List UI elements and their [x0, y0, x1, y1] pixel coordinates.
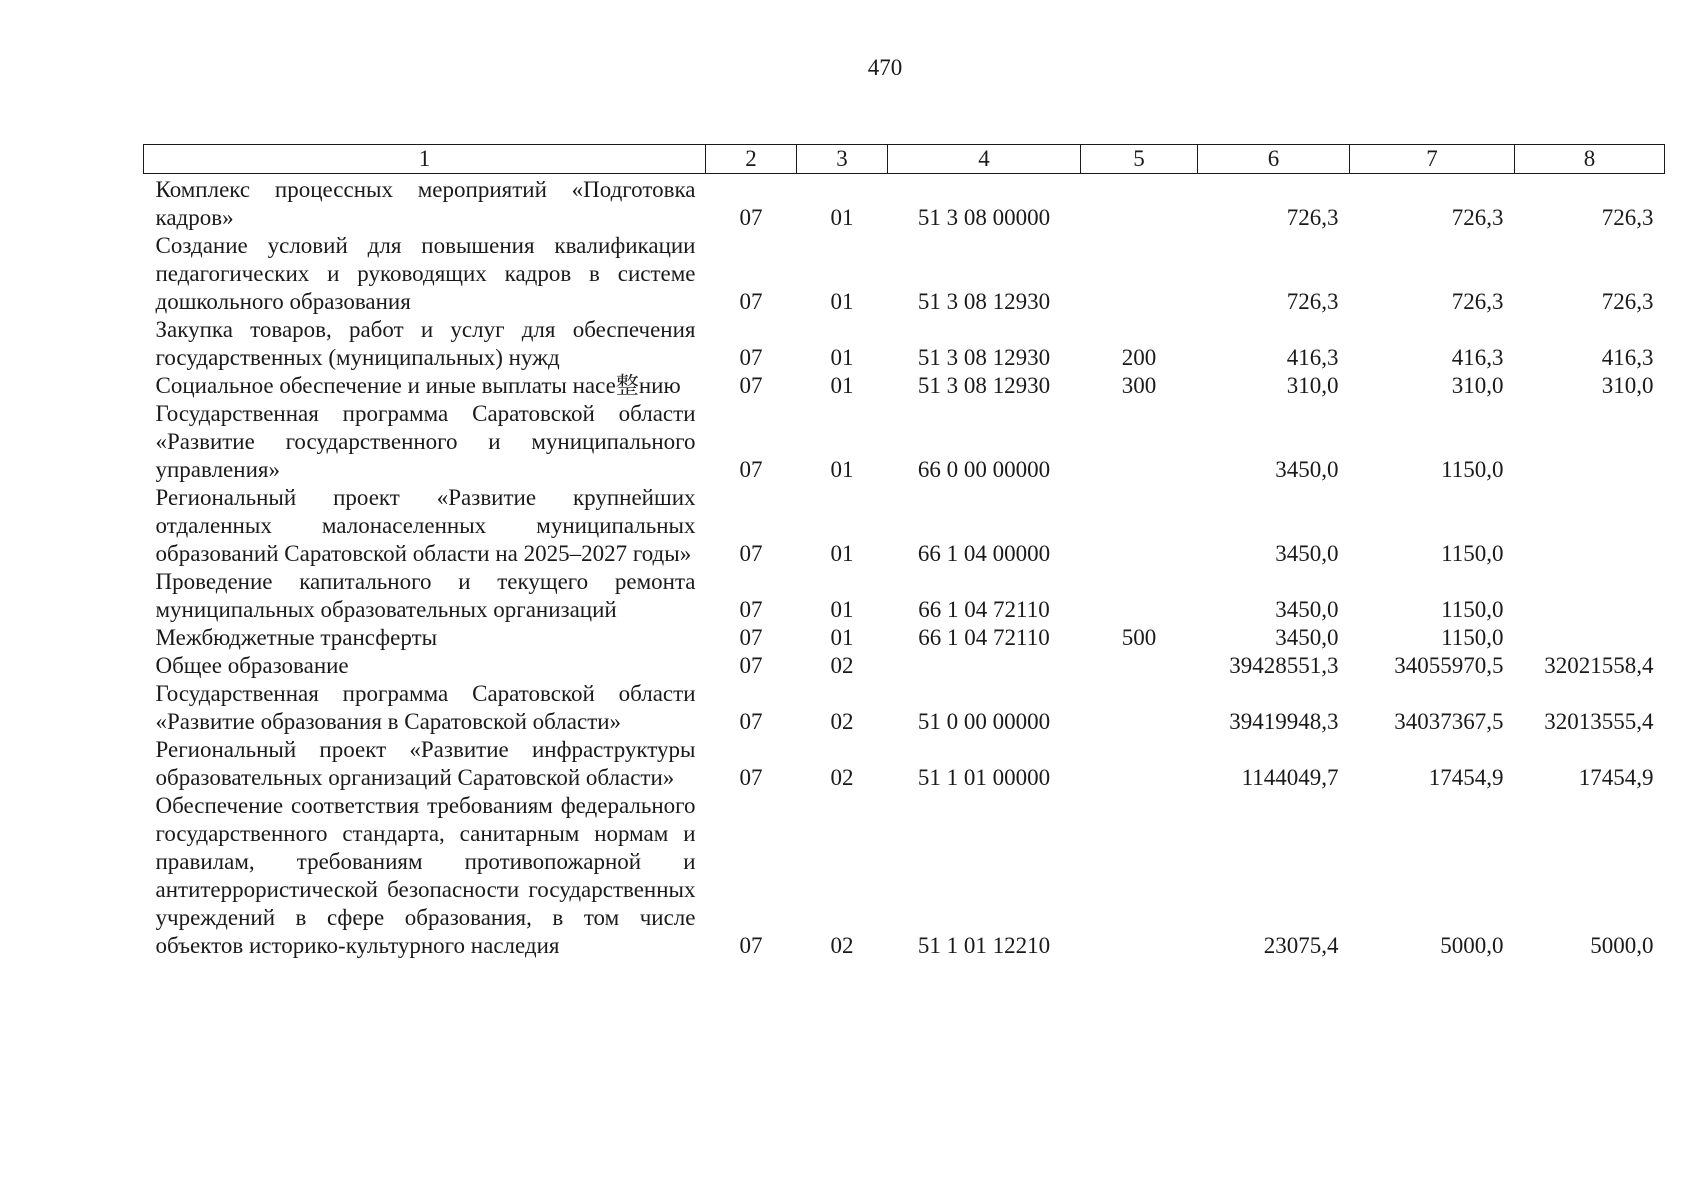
row-target-article: 51 3 08 12930: [917, 345, 1051, 370]
row-amount-col6: 416,3: [1286, 345, 1339, 370]
row-expense-type: [1081, 400, 1198, 484]
row-amount-col6: 23075,4: [1263, 933, 1339, 958]
budget-table: [143, 144, 1665, 960]
table-row: [144, 652, 1665, 680]
row-target-article: 51 0 00 00000: [917, 709, 1051, 734]
row-section: 07: [739, 597, 763, 622]
row-expense-type: [1081, 652, 1198, 680]
row-amount-col7: 416,3: [1451, 345, 1504, 370]
row-subsection: 01: [830, 625, 854, 650]
row-subsection: 01: [830, 541, 854, 566]
row-amount-col7: 17454,9: [1428, 765, 1504, 790]
row-amount-col6: 310,0: [1286, 373, 1339, 398]
row-amount-col6: 3450,0: [1275, 597, 1339, 622]
row-expense-type: [1081, 484, 1198, 568]
row-section: 07: [739, 765, 763, 790]
row-section: 07: [739, 289, 763, 314]
table-row: [144, 736, 1665, 792]
row-amount-col7: 1150,0: [1441, 541, 1504, 566]
row-amount-col7: 1150,0: [1441, 625, 1504, 650]
row-expense-type: [1081, 680, 1198, 736]
row-section: 07: [739, 709, 763, 734]
row-section: 07: [739, 933, 763, 958]
row-name: Обеспечение соответствия требованиям федерального государственного стандарта, санитарным нормам и правилам, требованиям противопожарной и антитеррористической безопасности государственных учреждений в сфере образования, в том числе объектов историко-культурного наследия: [155, 793, 696, 958]
row-expense-type: 200: [1121, 345, 1157, 370]
row-expense-type: [1081, 232, 1198, 316]
row-amount-col7: 310,0: [1451, 373, 1504, 398]
row-name: Государственная программа Саратовской области «Развитие образования в Саратовской области»: [155, 681, 696, 734]
table-body: [144, 174, 1665, 961]
row-amount-col7: 5000,0: [1440, 933, 1504, 958]
row-amount-col6: 3450,0: [1275, 541, 1339, 566]
row-name: Комплекс процессных мероприятий «Подготовка кадров»: [155, 177, 696, 230]
row-target-article: 66 1 04 72110: [918, 597, 1050, 622]
row-subsection: 01: [830, 597, 854, 622]
row-amount-col8: 32021558,4: [1544, 653, 1654, 678]
row-subsection: 02: [830, 709, 854, 734]
row-section: 07: [739, 541, 763, 566]
table-row: [144, 372, 1665, 400]
table-header: [144, 145, 1665, 174]
row-name: Межбюджетные трансферты: [155, 625, 438, 650]
row-name: Региональный проект «Развитие крупнейших отдаленных малонаселенных муниципальных образований Саратовской области на 2025–2027 годы»: [155, 485, 696, 566]
row-expense-type: 300: [1121, 373, 1157, 398]
row-target-article: 66 1 04 00000: [917, 541, 1051, 566]
row-expense-type: [1081, 736, 1198, 792]
row-amount-col8: 726,3: [1601, 205, 1654, 230]
row-target-article: 66 1 04 72110: [918, 625, 1050, 650]
table-row: [144, 624, 1665, 652]
table-row: [144, 174, 1665, 233]
header-cell-2: 2: [706, 145, 797, 174]
row-amount-col6: 1144049,7: [1241, 765, 1339, 790]
row-amount-col7: 34037367,5: [1394, 709, 1504, 734]
header-row: [144, 145, 1665, 174]
row-expense-type: 500: [1121, 625, 1157, 650]
row-name: Социальное обеспечение и иные выплаты насе整нию: [155, 373, 681, 398]
row-amount-col8: 32013555,4: [1544, 709, 1654, 734]
header-cell-5: 5: [1081, 145, 1198, 174]
header-cell-4: 4: [888, 145, 1081, 174]
table-row: [144, 316, 1665, 372]
row-target-article: [888, 652, 1081, 680]
row-amount-col7: 1150,0: [1441, 457, 1504, 482]
row-amount-col8: [1515, 624, 1665, 652]
row-subsection: 01: [830, 289, 854, 314]
row-subsection: 01: [830, 205, 854, 230]
row-section: 07: [739, 345, 763, 370]
header-cell-3: 3: [797, 145, 888, 174]
table-row: [144, 680, 1665, 736]
row-amount-col7: 726,3: [1451, 289, 1504, 314]
row-name: Создание условий для повышения квалификации педагогических и руководящих кадров в системе дошкольного образования: [155, 233, 696, 314]
row-target-article: 66 0 00 00000: [917, 457, 1051, 482]
row-subsection: 01: [830, 457, 854, 482]
row-amount-col8: 416,3: [1601, 345, 1654, 370]
header-cell-1: 1: [144, 145, 706, 174]
row-subsection: 02: [830, 933, 854, 958]
row-amount-col6: 3450,0: [1275, 625, 1339, 650]
row-expense-type: [1081, 568, 1198, 624]
row-target-article: 51 3 08 00000: [917, 205, 1051, 230]
row-expense-type: [1081, 174, 1198, 233]
row-subsection: 01: [830, 345, 854, 370]
row-section: 07: [739, 457, 763, 482]
row-expense-type: [1081, 792, 1198, 960]
table-row: [144, 232, 1665, 316]
row-amount-col6: 3450,0: [1275, 457, 1339, 482]
row-amount-col6: 39428551,3: [1229, 653, 1339, 678]
table-row: [144, 792, 1665, 960]
row-section: 07: [739, 653, 763, 678]
header-cell-7: 7: [1350, 145, 1515, 174]
table-row: [144, 484, 1665, 568]
row-amount-col8: 726,3: [1601, 289, 1654, 314]
row-amount-col6: 726,3: [1286, 289, 1339, 314]
table-row: [144, 400, 1665, 484]
row-name: Региональный проект «Развитие инфраструктуры образовательных организаций Саратовской области»: [155, 737, 696, 790]
page-number: 470: [867, 55, 903, 80]
row-subsection: 02: [830, 765, 854, 790]
row-amount-col8: [1515, 484, 1665, 568]
row-section: 07: [739, 205, 763, 230]
row-amount-col8: 5000,0: [1590, 933, 1654, 958]
row-section: 07: [739, 625, 763, 650]
header-cell-6: 6: [1198, 145, 1350, 174]
row-amount-col6: 39419948,3: [1229, 709, 1339, 734]
row-subsection: 01: [830, 373, 854, 398]
row-target-article: 51 3 08 12930: [917, 373, 1051, 398]
row-amount-col8: [1515, 400, 1665, 484]
row-amount-col7: 34055970,5: [1394, 653, 1504, 678]
header-cell-8: 8: [1515, 145, 1665, 174]
row-section: 07: [739, 373, 763, 398]
row-name: Государственная программа Саратовской области «Развитие государственного и муниципального управления»: [155, 401, 696, 482]
row-target-article: 51 1 01 12210: [917, 933, 1051, 958]
row-target-article: 51 3 08 12930: [917, 289, 1051, 314]
table-row: [144, 568, 1665, 624]
row-name: Общее образование: [155, 653, 349, 678]
row-name: Закупка товаров, работ и услуг для обеспечения государственных (муниципальных) нужд: [155, 317, 696, 370]
row-amount-col6: 726,3: [1286, 205, 1339, 230]
row-amount-col7: 726,3: [1451, 205, 1504, 230]
row-amount-col7: 1150,0: [1441, 597, 1504, 622]
row-amount-col8: 17454,9: [1578, 765, 1654, 790]
row-target-article: 51 1 01 00000: [917, 765, 1051, 790]
row-name: Проведение капитального и текущего ремонта муниципальных образовательных организаций: [155, 569, 696, 622]
row-subsection: 02: [830, 653, 854, 678]
row-amount-col8: 310,0: [1601, 373, 1654, 398]
row-amount-col8: [1515, 568, 1665, 624]
